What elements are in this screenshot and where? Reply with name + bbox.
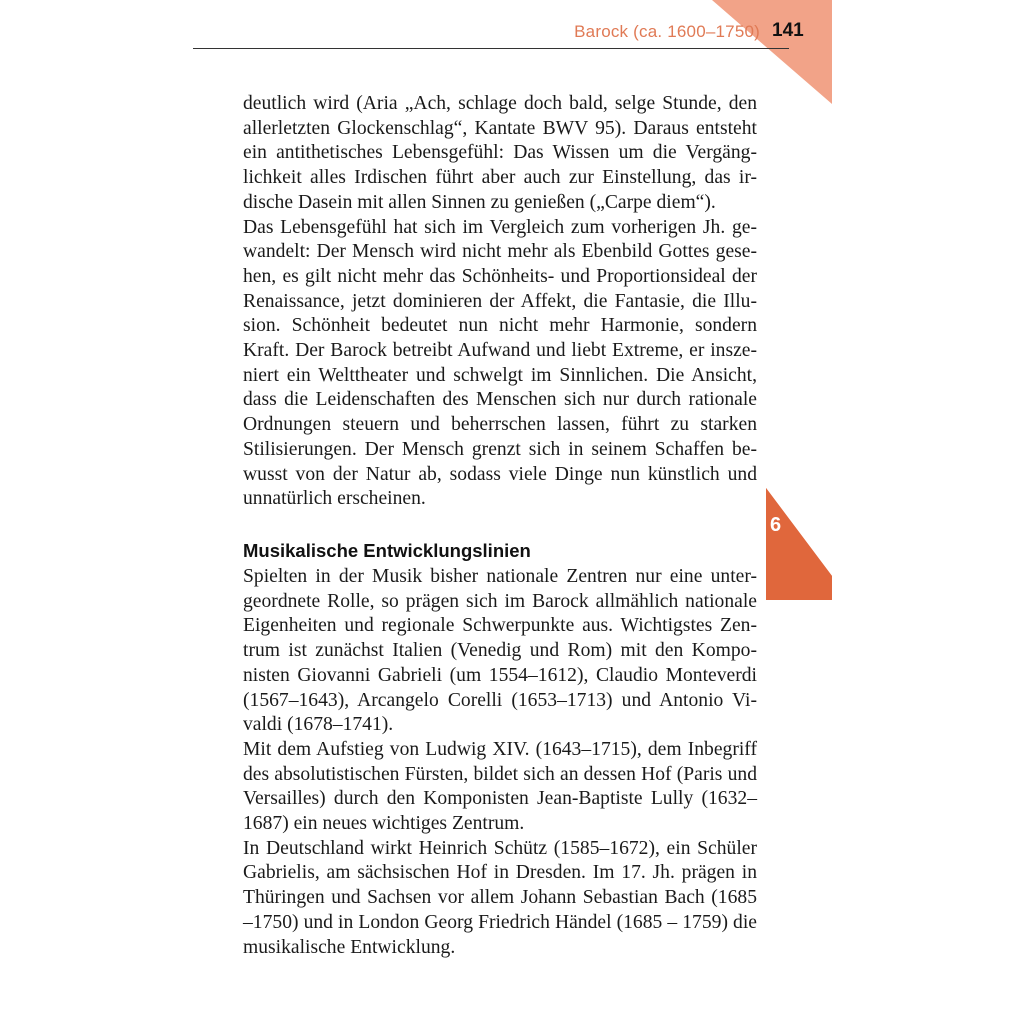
text-line: wandelt: Der Mensch wird nicht mehr als Ebenbild Gottes gese- bbox=[243, 241, 757, 263]
text-line: valdi (1678–1741). bbox=[243, 714, 394, 736]
text-line: deutlich wird (Aria „Ach, schlage doch bald, selge Stunde, den bbox=[243, 93, 757, 114]
section-1-text bbox=[243, 92, 757, 512]
text-line: Eigenheiten und regionale Schwerpunkte aus. Wichtigstes Zen- bbox=[243, 615, 757, 637]
text-line: trum ist zunächst Italien (Venedig und Rom) mit den Kompo- bbox=[243, 640, 757, 662]
text-line: 1687) ein neues wichtiges Zentrum. bbox=[243, 813, 525, 835]
text-line: Versailles) durch den Komponisten Jean-Baptiste Lully (1632– bbox=[243, 788, 757, 810]
text-line: Ordnungen steuern und beherrschen lassen, führt zu starken bbox=[243, 414, 757, 436]
text-line: Mit dem Aufstieg von Ludwig XIV. (1643–1715), dem Inbegriff bbox=[243, 738, 757, 760]
text-line: nisten Giovanni Gabrieli (um 1554–1612), Claudio Monteverdi bbox=[243, 664, 757, 686]
header-rule bbox=[193, 48, 789, 49]
text-line: sion. Schönheit bedeutet nun nicht mehr Harmonie, sondern bbox=[243, 315, 757, 337]
text-line: wusst von der Natur ab, sodass viele Dinge nun künstlich und bbox=[243, 463, 757, 485]
text-line: dische Dasein mit allen Sinnen zu genießen („Carpe diem“). bbox=[243, 191, 716, 213]
text-line: dass die Leidenschaften des Menschen sich nur durch rationale bbox=[243, 389, 757, 411]
section-2-text bbox=[243, 565, 757, 960]
text-line: Thüringen und Sachsen vor allem Johann Sebastian Bach (1685 bbox=[243, 887, 757, 909]
text-line: allerletzten Glockenschlag“, Kantate BWV 95). Daraus entsteht bbox=[243, 117, 757, 139]
text-line: geordnete Rolle, so prägen sich im Barock allmählich nationale bbox=[243, 590, 757, 612]
corner-decoration bbox=[712, 0, 832, 104]
text-line: musikalische Entwicklung. bbox=[243, 936, 456, 958]
text-line: Stilisierungen. Der Mensch grenzt sich in seinem Schaffen be- bbox=[243, 438, 757, 460]
text-line: –1750) und in London Georg Friedrich Händel (1685 – 1759) die bbox=[243, 911, 757, 933]
text-line: ein antithetisches Lebensgefühl: Das Wissen um die Vergäng- bbox=[243, 142, 757, 164]
text-line: (1567–1643), Arcangelo Corelli (1653–1713) und Antonio Vi- bbox=[243, 689, 757, 711]
text-line: unnatürlich erscheinen. bbox=[243, 488, 426, 510]
text-line: Das Lebensgefühl hat sich im Vergleich zum vorherigen Jh. ge- bbox=[243, 216, 757, 238]
text-line: Spielten in der Musik bisher nationale Zentren nur eine unter- bbox=[243, 566, 757, 587]
text-line: lichkeit alles Irdischen führt aber auch zur Einstellung, das ir- bbox=[243, 167, 757, 189]
text-line: Gabrielis, am sächsischen Hof in Dresden. Im 17. Jh. prägen in bbox=[243, 862, 757, 884]
chapter-number: 6 bbox=[770, 514, 782, 536]
corner-triangle-shape bbox=[712, 0, 832, 104]
section-heading: Musikalische Entwicklungslinien bbox=[243, 540, 531, 561]
text-line: des absolutistischen Fürsten, bildet sich an dessen Hof (Paris und bbox=[243, 763, 757, 785]
text-line: In Deutschland wirkt Heinrich Schütz (1585–1672), ein Schüler bbox=[243, 837, 757, 859]
text-line: niert ein Welttheater und schwelgt im Sinnlichen. Die Ansicht, bbox=[243, 364, 757, 386]
text-line: Renaissance, jetzt dominieren der Affekt, die Fantasie, die Illu- bbox=[243, 290, 757, 312]
running-head: Barock (ca. 1600–1750) bbox=[574, 22, 760, 41]
page-number: 141 bbox=[772, 20, 804, 41]
chapter-tab bbox=[766, 488, 832, 600]
text-line: hen, es gilt nicht mehr das Schönheits- und Proportionsideal der bbox=[243, 265, 757, 287]
text-line: Kraft. Der Barock betreibt Aufwand und liebt Extreme, er insze- bbox=[243, 340, 757, 362]
